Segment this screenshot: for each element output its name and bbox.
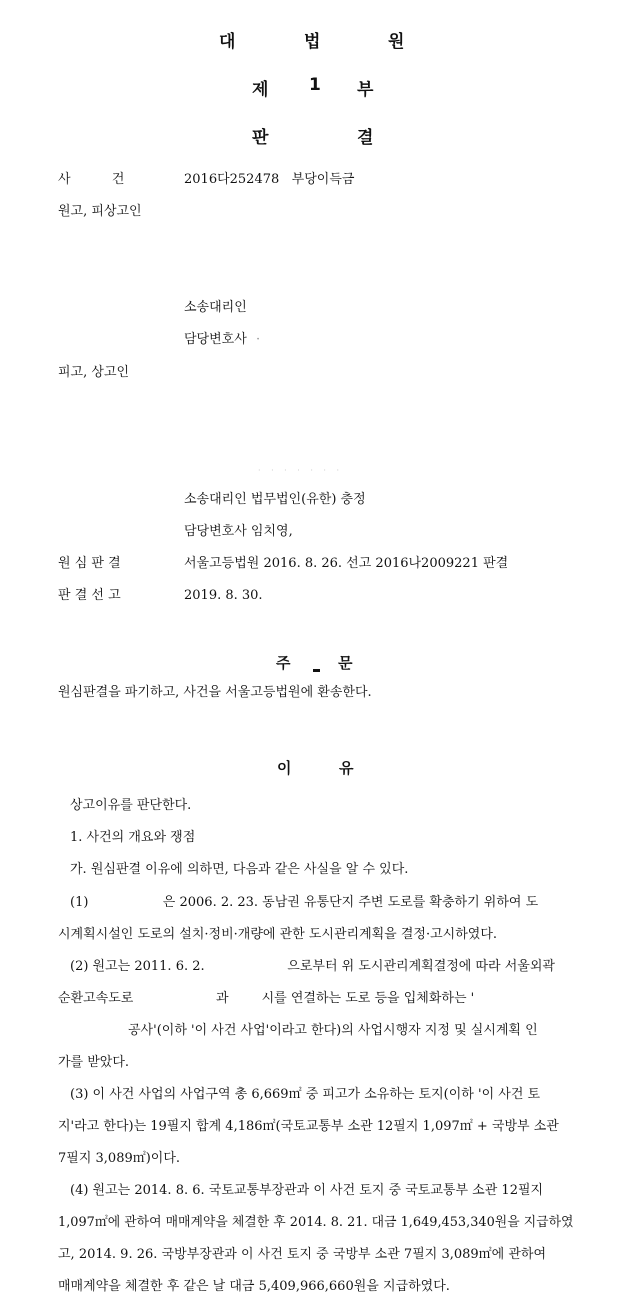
reasons-heading-char: 이: [277, 759, 292, 777]
paragraph-4-line: 고, 2014. 9. 26. 국방부장관과 이 사건 토지 중 국방부 소관 7필지 3,089㎡에 관하여: [58, 1247, 547, 1262]
plaintiff-attorney: 소송대리인: [184, 300, 247, 315]
court-char: 원: [388, 32, 405, 52]
order-heading-char: 문: [338, 654, 353, 672]
paragraph-3-line: (3) 이 사건 사업의 사업구역 총 6,669㎡ 중 피고가 소유하는 토지(이하 '이 사건 토: [70, 1087, 541, 1102]
division-char: 제: [252, 80, 269, 100]
order-text: 원심판결을 파기하고, 사건을 서울고등법원에 환송한다.: [58, 685, 372, 700]
division-char: 부: [357, 80, 374, 100]
order-heading-char: 주: [276, 654, 291, 672]
court-char: 법: [304, 32, 321, 52]
redaction-mark: ·: [256, 332, 261, 347]
section-heading-1: 1. 사건의 개요와 쟁점: [70, 830, 196, 845]
paragraph-2-line: (2) 원고는 2011. 6. 2. 으로부터 위 도시관리계획결정에 따라 서울외곽: [70, 959, 555, 974]
decision-date-value: 2019. 8. 30.: [184, 588, 263, 603]
division-char: 1: [309, 75, 321, 95]
paragraph-2-line: 공사'(이하 '이 사건 사업'이라고 한다)의 사업시행자 지정 및 실시계획 인: [128, 1023, 538, 1038]
case-label: 사 건: [58, 172, 125, 187]
reasons-heading-char: 유: [339, 759, 354, 777]
subsection-ga: 가. 원심판결 이유에 의하면, 다음과 같은 사실을 알 수 있다.: [70, 862, 409, 877]
paragraph-4-line: 1,097㎡에 관하여 매매계약을 체결한 후 2014. 8. 21. 대금 1,649,453,340원을 지급하였: [58, 1215, 574, 1230]
title-char: 판: [252, 128, 269, 148]
plaintiff-lawyer: 담당변호사: [184, 332, 247, 347]
paragraph-1-line: 시계획시설인 도로의 설치·정비·개량에 관한 도시관리계획을 결정·고시하였다.: [58, 927, 498, 942]
paragraph-4-line: (4) 원고는 2014. 8. 6. 국토교통부장관과 이 사건 토지 중 국토교통부 소관 12필지: [70, 1183, 544, 1198]
defendant-label: 피고, 상고인: [58, 365, 130, 380]
title-char: 결: [357, 128, 374, 148]
lower-court-label: 원 심 판 결: [58, 556, 121, 571]
paragraph-3-line: 7필지 3,089㎡)이다.: [58, 1151, 181, 1166]
defendant-attorney: 소송대리인 법무법인(유한) 충정: [184, 492, 366, 507]
lower-court-value: 서울고등법원 2016. 8. 26. 선고 2016나2009221 판결: [184, 556, 509, 571]
text-cursor-mark: [313, 669, 320, 672]
redacted-address: · · · · · · ·: [258, 466, 344, 475]
case-number: 2016다252478 부당이득금: [184, 172, 355, 187]
defendant-lawyer: 담당변호사 임치영,: [184, 524, 293, 539]
paragraph-2-line: 가를 받았다.: [58, 1055, 130, 1070]
plaintiff-label: 원고, 피상고인: [58, 204, 142, 219]
paragraph-3-line: 지'라고 한다)는 19필지 합계 4,186㎡(국토교통부 소관 12필지 1,097㎡ + 국방부 소관: [58, 1119, 559, 1134]
court-char: 대: [219, 32, 236, 52]
paragraph-4-line: 매매계약을 체결한 후 같은 날 대금 5,409,966,660원을 지급하였다.: [58, 1279, 450, 1294]
reasons-intro: 상고이유를 판단한다.: [70, 798, 192, 813]
paragraph-2-line: 순환고속도로 과 시를 연결하는 도로 등을 입체화하는 ': [58, 991, 475, 1006]
paragraph-1-line: (1) 은 2006. 2. 23. 동남권 유통단지 주변 도로를 확충하기 위하여 도: [70, 895, 539, 910]
decision-date-label: 판 결 선 고: [58, 588, 121, 603]
